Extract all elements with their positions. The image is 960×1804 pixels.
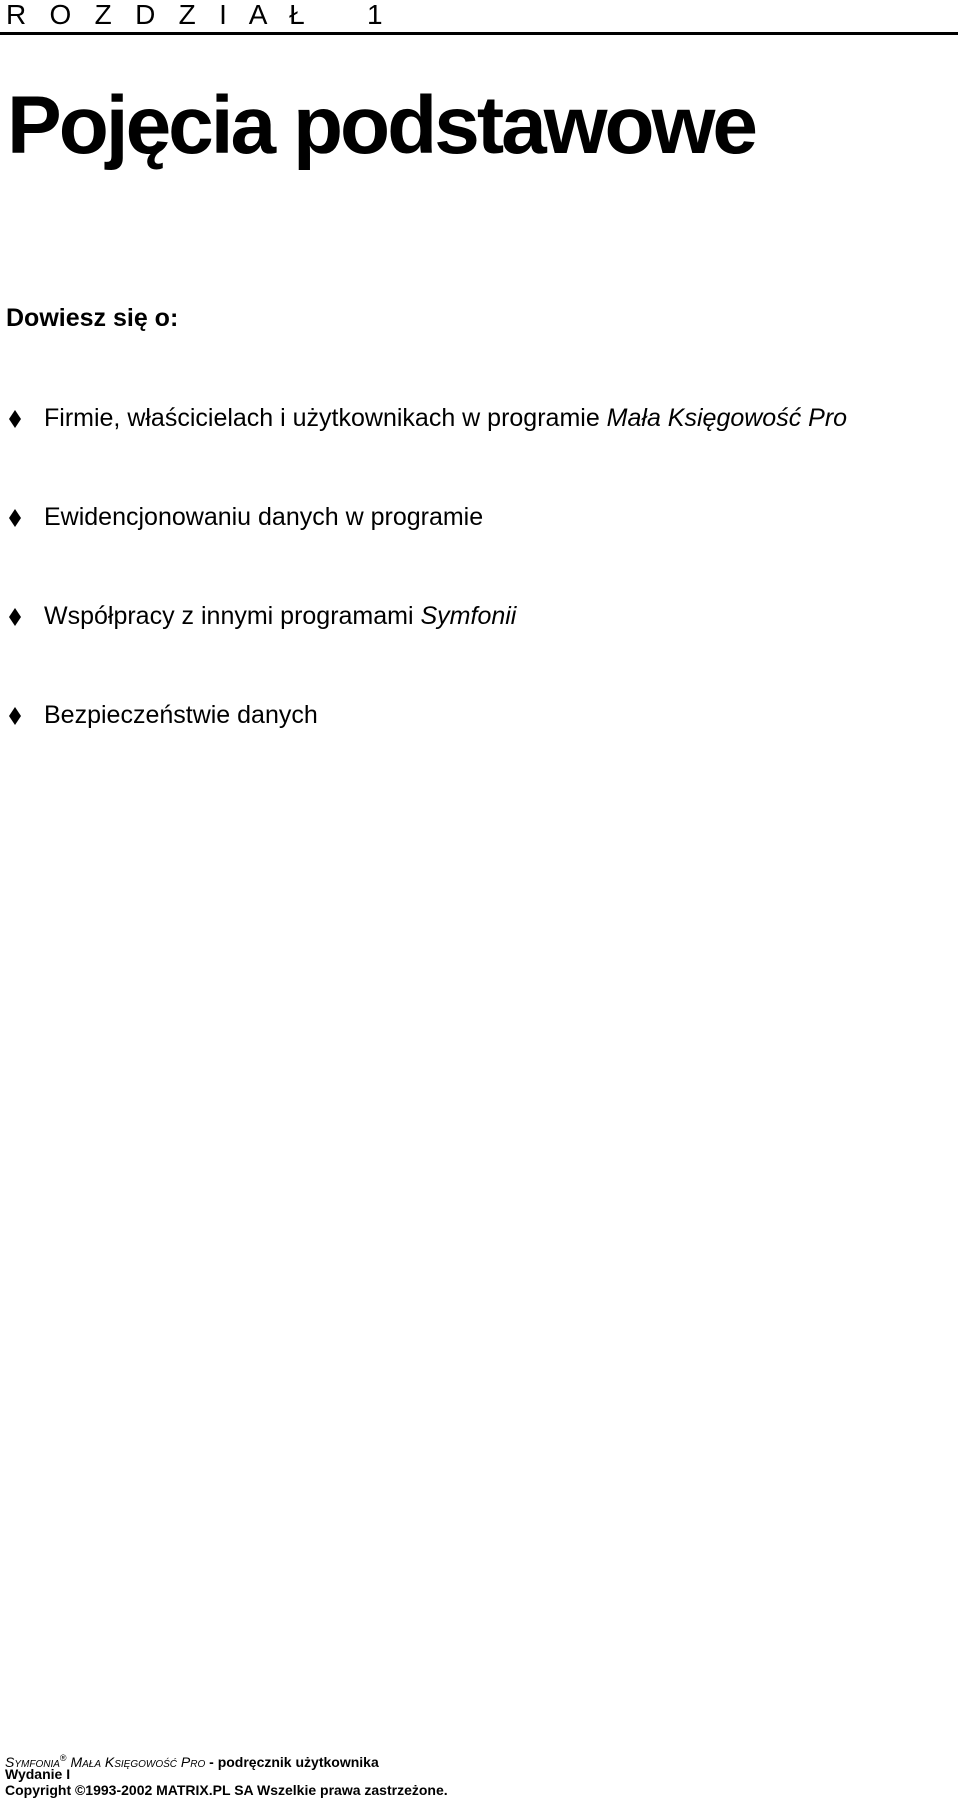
topic-item [0, 401, 950, 435]
topic-label: Współpracy z innymi programami [44, 602, 421, 630]
topic-text [44, 698, 318, 732]
topic-item [0, 698, 950, 732]
registered-mark: ® [59, 1753, 67, 1763]
diamond-bullet-icon [9, 707, 21, 725]
topic-emphasis: Symfonii [420, 602, 517, 630]
chapter-divider [0, 32, 958, 35]
topic-label: Ewidencjonowaniu danych w programie [44, 503, 484, 531]
diamond-bullet-icon [9, 608, 21, 626]
topic-text [44, 599, 516, 633]
topic-text [44, 500, 483, 534]
page-title: Pojęcia podstawowe [7, 80, 755, 171]
chapter-label: R O Z D Z I A Ł 1 [6, 0, 383, 30]
diamond-bullet-icon [9, 410, 21, 428]
topic-text [44, 401, 847, 435]
topic-label: Bezpieczeństwie danych [44, 701, 318, 729]
diamond-bullet-icon [9, 509, 21, 527]
footer-subtitle: - podręcznik użytkownika [205, 1754, 379, 1770]
footer-product-edition: Mała Księgowość Pro [70, 1754, 206, 1770]
topic-emphasis: Mała Księgowość Pro [606, 404, 848, 432]
footer-copyright: Copyright ©1993-2002 MATRIX.PL SA Wszelkie prawa zastrzeżone. [5, 1782, 448, 1798]
intro-heading: Dowiesz się o: [6, 304, 179, 332]
footer-product-line [5, 1750, 945, 1770]
topic-item [0, 500, 950, 534]
footer-edition: Wydanie I [5, 1766, 71, 1782]
page-footer [5, 1750, 945, 1798]
footer-product-name: Symfonia [5, 1754, 60, 1770]
topic-label: Firmie, właścicielach i użytkownikach w programie [44, 404, 607, 432]
topic-item [0, 599, 950, 633]
